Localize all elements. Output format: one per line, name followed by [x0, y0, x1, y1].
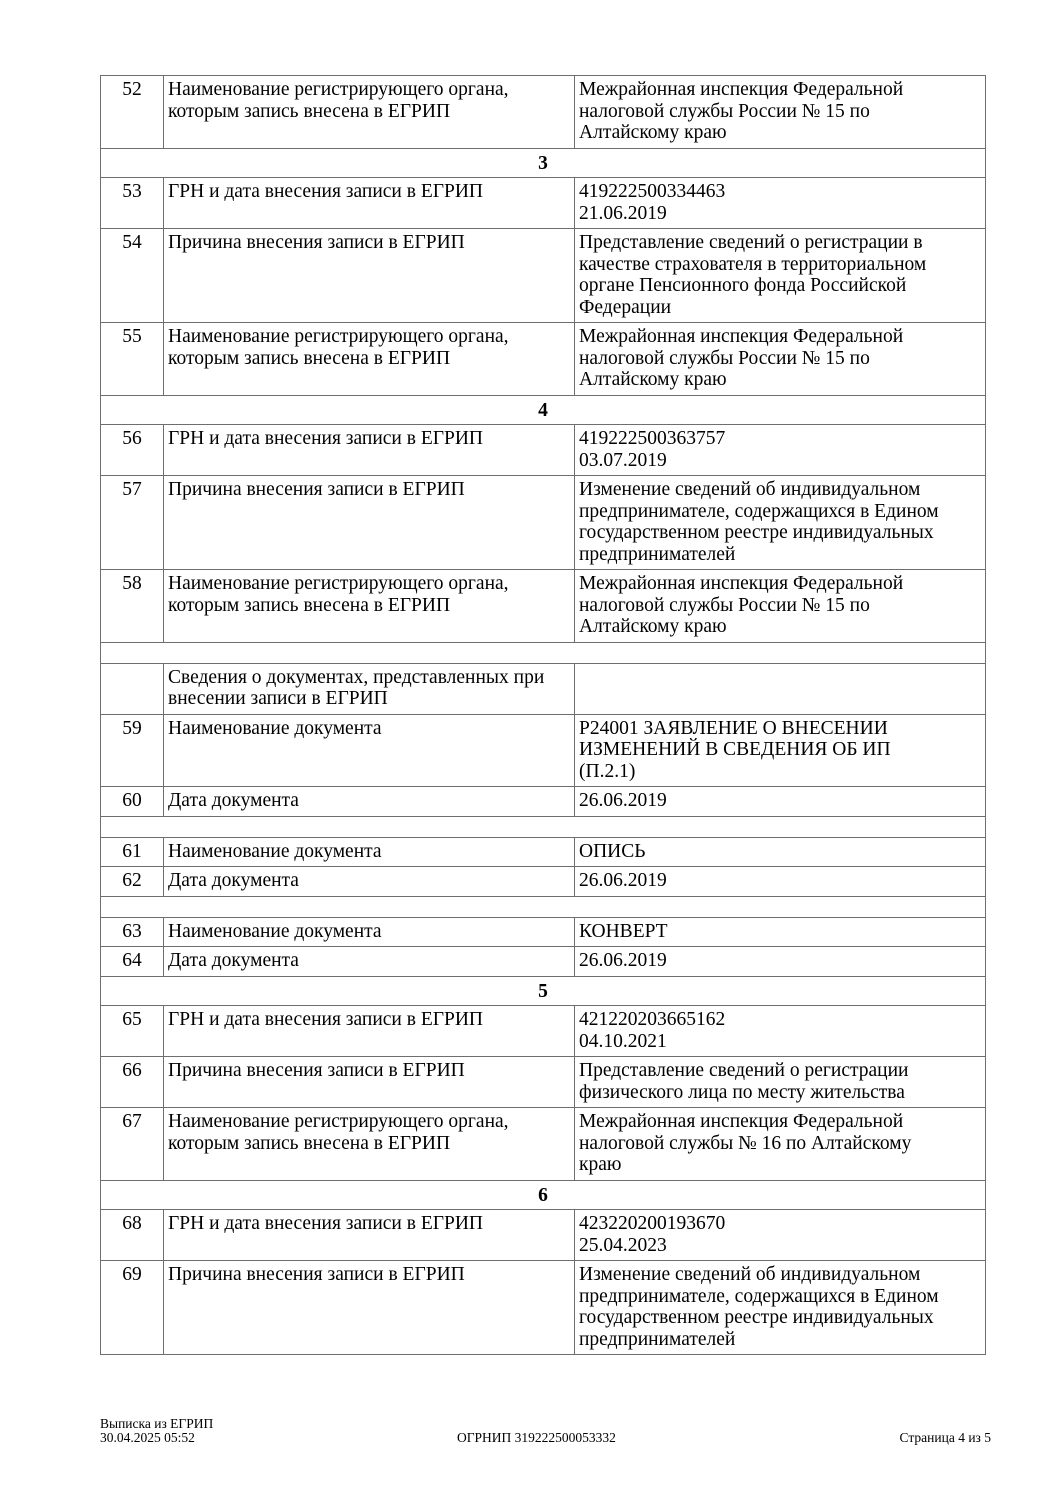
- spacer-cell: [101, 816, 986, 837]
- field-label: Причина внесения записи в ЕГРИП: [164, 229, 575, 323]
- row-number: 65: [101, 1006, 164, 1057]
- footer-doc-title: Выписка из ЕГРИП: [100, 1416, 214, 1431]
- table-row: [101, 787, 986, 817]
- field-value: Представление сведений о регистрации в качестве страхователя в территориальном органе Пенсионного фонда Российской Федерации: [575, 229, 986, 323]
- field-label: Наименование документа: [164, 917, 575, 947]
- table-row: [101, 1210, 986, 1261]
- footer-ogrnip: ОГРНИП 319222500053332: [457, 1430, 616, 1445]
- field-label: Дата документа: [164, 787, 575, 817]
- row-number: 57: [101, 476, 164, 570]
- field-label: Причина внесения записи в ЕГРИП: [164, 476, 575, 570]
- row-number: 62: [101, 867, 164, 897]
- field-value: 419222500363757 03.07.2019: [575, 425, 986, 476]
- table-row: [101, 867, 986, 897]
- table-row: [101, 76, 986, 149]
- spacer-row: [101, 816, 986, 837]
- egrip-records-table: [100, 75, 986, 1355]
- field-value: 26.06.2019: [575, 787, 986, 817]
- row-number: [101, 663, 164, 714]
- row-number: 55: [101, 323, 164, 396]
- table-row: [101, 229, 986, 323]
- field-label: Дата документа: [164, 947, 575, 977]
- field-label: Наименование регистрирующего органа, которым запись внесена в ЕГРИП: [164, 323, 575, 396]
- spacer-row: [101, 642, 986, 663]
- row-number: 56: [101, 425, 164, 476]
- table-row: [101, 837, 986, 867]
- spacer-cell: [101, 642, 986, 663]
- field-value: ОПИСЬ: [575, 837, 986, 867]
- field-label: Дата документа: [164, 867, 575, 897]
- table-row: [101, 476, 986, 570]
- row-number: 63: [101, 917, 164, 947]
- row-number: 58: [101, 570, 164, 643]
- table-row: [101, 425, 986, 476]
- footer-page-number: Страница 4 из 5: [899, 1430, 991, 1445]
- field-value: Р24001 ЗАЯВЛЕНИЕ О ВНЕСЕНИИ ИЗМЕНЕНИЙ В СВЕДЕНИЯ ОБ ИП (П.2.1): [575, 714, 986, 787]
- spacer-row: [101, 896, 986, 917]
- section-header-row: [101, 395, 986, 425]
- field-value: Изменение сведений об индивидуальном предпринимателе, содержащихся в Едином государственном реестре индивидуальных предпринимателей: [575, 1261, 986, 1355]
- field-value: Межрайонная инспекция Федеральной налоговой службы России № 15 по Алтайскому краю: [575, 570, 986, 643]
- field-value: 26.06.2019: [575, 947, 986, 977]
- field-label: ГРН и дата внесения записи в ЕГРИП: [164, 1006, 575, 1057]
- field-label: ГРН и дата внесения записи в ЕГРИП: [164, 425, 575, 476]
- field-label: ГРН и дата внесения записи в ЕГРИП: [164, 178, 575, 229]
- row-number: 68: [101, 1210, 164, 1261]
- section-number: 6: [101, 1180, 986, 1210]
- table-row: [101, 663, 986, 714]
- field-value: Изменение сведений об индивидуальном предпринимателе, содержащихся в Едином государственном реестре индивидуальных предпринимателей: [575, 476, 986, 570]
- field-label: Наименование регистрирующего органа, которым запись внесена в ЕГРИП: [164, 570, 575, 643]
- spacer-cell: [101, 896, 986, 917]
- table-row: [101, 1006, 986, 1057]
- field-value: [575, 663, 986, 714]
- table-row: [101, 1057, 986, 1108]
- field-label: Наименование регистрирующего органа, которым запись внесена в ЕГРИП: [164, 76, 575, 149]
- row-number: 60: [101, 787, 164, 817]
- table-row: [101, 947, 986, 977]
- field-label: Наименование документа: [164, 714, 575, 787]
- field-value: Межрайонная инспекция Федеральной налоговой службы России № 15 по Алтайскому краю: [575, 76, 986, 149]
- table-row: [101, 570, 986, 643]
- field-label: Причина внесения записи в ЕГРИП: [164, 1261, 575, 1355]
- row-number: 64: [101, 947, 164, 977]
- table-row: [101, 323, 986, 396]
- section-header-row: [101, 148, 986, 178]
- row-number: 66: [101, 1057, 164, 1108]
- table-row: [101, 917, 986, 947]
- section-header-row: [101, 976, 986, 1006]
- field-label: Причина внесения записи в ЕГРИП: [164, 1057, 575, 1108]
- row-number: 67: [101, 1108, 164, 1181]
- field-value: 419222500334463 21.06.2019: [575, 178, 986, 229]
- row-number: 53: [101, 178, 164, 229]
- table-row: [101, 1108, 986, 1181]
- row-number: 59: [101, 714, 164, 787]
- field-value: Представление сведений о регистрации физического лица по месту жительства: [575, 1057, 986, 1108]
- row-number: 61: [101, 837, 164, 867]
- footer-document-info: [100, 1417, 213, 1445]
- section-header-row: [101, 1180, 986, 1210]
- row-number: 69: [101, 1261, 164, 1355]
- field-label: Сведения о документах, представленных при внесении записи в ЕГРИП: [164, 663, 575, 714]
- field-value: 423220200193670 25.04.2023: [575, 1210, 986, 1261]
- field-label: ГРН и дата внесения записи в ЕГРИП: [164, 1210, 575, 1261]
- table-row: [101, 1261, 986, 1355]
- field-value: 26.06.2019: [575, 867, 986, 897]
- field-value: Межрайонная инспекция Федеральной налоговой службы № 16 по Алтайскому краю: [575, 1108, 986, 1181]
- row-number: 54: [101, 229, 164, 323]
- field-value: 421220203665162 04.10.2021: [575, 1006, 986, 1057]
- row-number: 52: [101, 76, 164, 149]
- section-number: 5: [101, 976, 986, 1006]
- field-value: КОНВЕРТ: [575, 917, 986, 947]
- section-number: 3: [101, 148, 986, 178]
- footer-datetime: 30.04.2025 05:52: [100, 1430, 195, 1445]
- table-row: [101, 714, 986, 787]
- table-row: [101, 178, 986, 229]
- field-label: Наименование документа: [164, 837, 575, 867]
- field-label: Наименование регистрирующего органа, которым запись внесена в ЕГРИП: [164, 1108, 575, 1181]
- section-number: 4: [101, 395, 986, 425]
- field-value: Межрайонная инспекция Федеральной налоговой службы России № 15 по Алтайскому краю: [575, 323, 986, 396]
